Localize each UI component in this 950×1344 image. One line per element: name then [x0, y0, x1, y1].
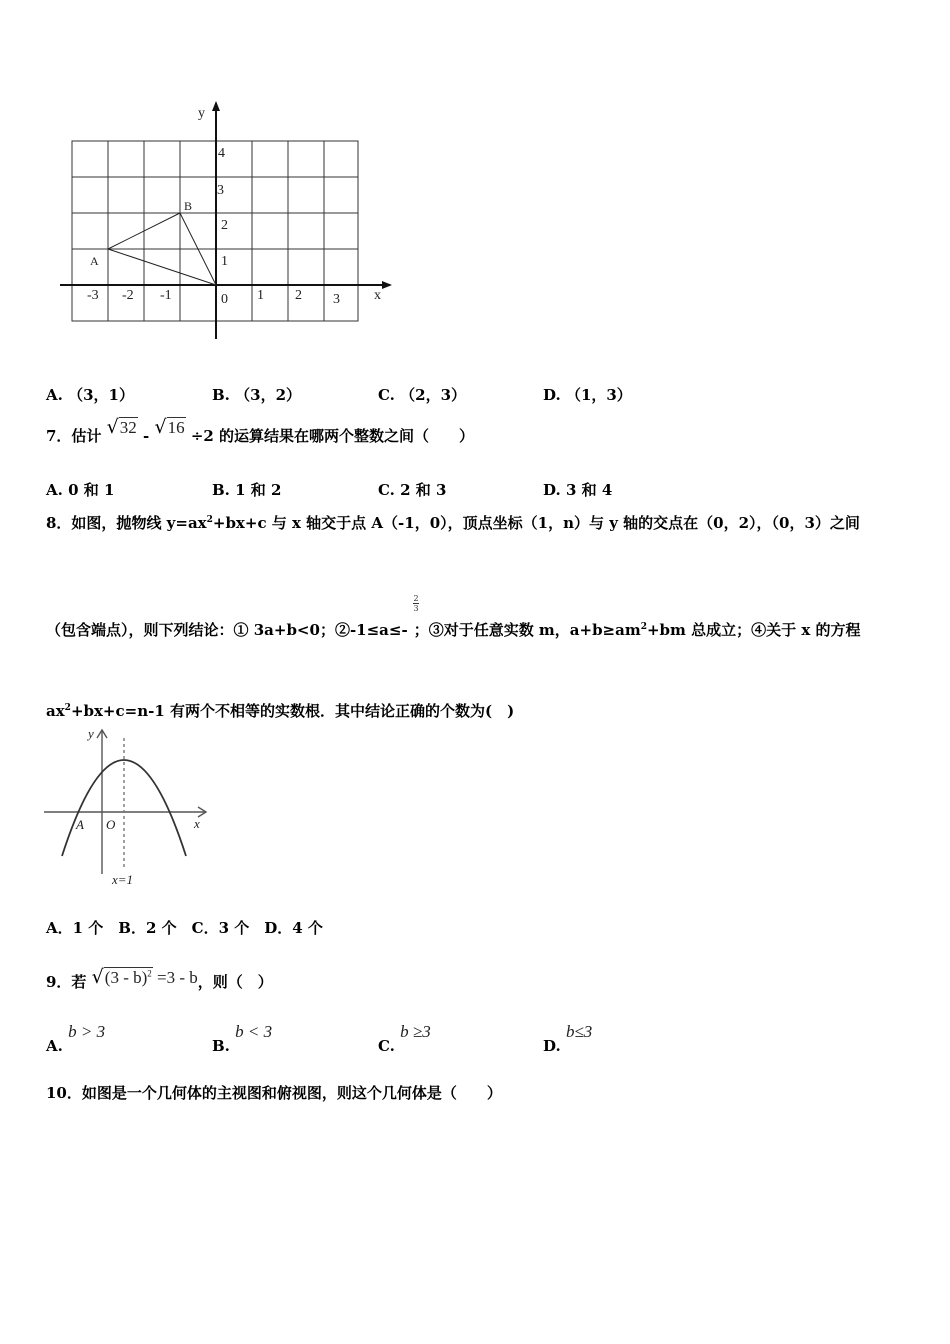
option-text: （1，3）	[565, 386, 632, 404]
q8-text: +bx+c=n-1 有两个不相等的实数根．其中结论正确的个数为( )	[70, 702, 515, 720]
x-tick-label: -1	[160, 288, 172, 303]
q7-option-d[interactable]	[543, 479, 612, 500]
superscript: 2	[64, 703, 71, 713]
q7-minus: -	[143, 427, 150, 445]
q8-stem-line1	[46, 512, 860, 533]
origin-label: O	[106, 817, 116, 832]
option-letter: D.	[543, 386, 561, 404]
y-tick-label: 1	[221, 254, 228, 269]
option-letter: B.	[212, 481, 230, 499]
q9-stem	[46, 966, 273, 992]
x-tick-label: -3	[87, 288, 99, 303]
axis-of-symmetry-label: x=1	[112, 872, 134, 887]
option-letter: C.	[378, 386, 395, 404]
y-tick-label: 3	[217, 183, 224, 198]
option-expression: b ≥3	[400, 1022, 431, 1041]
x-tick-label: 3	[333, 292, 340, 307]
q8-text: （包含端点），则下列结论：① 3a+b<0；②-1≤a≤-	[46, 621, 408, 639]
x-tick-label: 0	[221, 292, 228, 307]
q7-option-a[interactable]	[46, 479, 114, 500]
q8-options[interactable]: A．1 个 B．2 个 C．3 个 D．4 个	[46, 919, 323, 937]
sqrt-16: √16	[154, 416, 185, 438]
x-axis-label: x	[374, 288, 381, 303]
superscript: 2	[147, 968, 152, 979]
option-letter: A.	[46, 481, 63, 499]
option-text: （3，2）	[235, 386, 302, 404]
option-letter: A.	[46, 1037, 63, 1055]
sqrt-32: √32	[106, 416, 137, 438]
x-axis-label: x	[194, 816, 200, 831]
option-text: 0 和 1	[68, 481, 115, 499]
q9-option-d[interactable]	[543, 1022, 593, 1055]
option-text: 2 和 3	[400, 481, 447, 499]
x-tick-label: -2	[122, 288, 134, 303]
q8-stem-line3	[46, 700, 514, 721]
x-tick-label: 1	[257, 288, 264, 303]
option-text: （2，3）	[400, 386, 467, 404]
q8-stem-line2	[46, 619, 861, 640]
y-axis-label: y	[198, 106, 205, 121]
q6-option-c[interactable]	[378, 384, 466, 405]
point-b-label: B	[184, 199, 193, 213]
option-text: 1 和 2	[235, 481, 282, 499]
q9-option-c[interactable]	[378, 1022, 431, 1055]
superscript: 2	[206, 515, 213, 525]
q10-stem: 10．如图是一个几何体的主视图和俯视图，则这个几何体是（ ）	[46, 1084, 502, 1102]
q7-option-b[interactable]	[212, 479, 281, 500]
q9-suffix: ，则（ ）	[197, 973, 273, 991]
x-axis-arrow	[382, 281, 392, 289]
option-letter: A.	[46, 386, 63, 404]
option-expression: b < 3	[235, 1022, 273, 1041]
q7-option-c[interactable]	[378, 479, 446, 500]
x-tick-label: 2	[295, 288, 302, 303]
fraction-numerator: 2	[413, 594, 419, 603]
q7-suffix: ÷2 的运算结果在哪两个整数之间（ ）	[190, 427, 475, 445]
y-axis-label: y	[88, 726, 94, 741]
superscript: 2	[640, 622, 647, 632]
option-letter: B.	[212, 1037, 230, 1055]
fraction-denominator: 3	[413, 604, 419, 613]
q6-option-a[interactable]	[46, 384, 134, 405]
q8-text: +bm 总成立；④关于 x 的方程	[646, 621, 861, 639]
option-text: 3 和 4	[565, 481, 613, 499]
fraction-two-thirds	[413, 594, 419, 613]
parabola-figure	[40, 724, 215, 890]
q9-prefix: 9．若	[46, 973, 87, 991]
q8-text: +bx+c 与 x 轴交于点 A（-1，0），顶点坐标（1，n）与 y 轴的交点在（0，2），（0，3）之间	[212, 514, 860, 532]
q8-text: ；③对于任意实数 m，a+b≥am	[413, 621, 641, 639]
coordinate-grid-figure	[50, 95, 410, 345]
y-axis-arrow	[212, 101, 220, 111]
q8-text: 8．如图，抛物线 y=ax	[46, 514, 207, 532]
option-letter: D.	[543, 1037, 561, 1055]
option-text: （3，1）	[68, 386, 134, 404]
q8-text: ax	[46, 702, 65, 720]
point-a-label: A	[90, 254, 99, 268]
option-expression: b≤3	[565, 1022, 593, 1041]
q7-prefix: 7．估计	[46, 427, 102, 445]
sqrt-expression: √(3 - b)$^2$	[91, 966, 152, 988]
q6-option-d[interactable]	[543, 384, 632, 405]
option-expression: b > 3	[68, 1022, 106, 1041]
q9-option-b[interactable]	[212, 1022, 273, 1055]
point-a-label: A	[76, 817, 84, 832]
q9-option-a[interactable]	[46, 1022, 106, 1055]
option-letter: B.	[212, 386, 230, 404]
radicand: (3 - b)	[104, 968, 148, 987]
y-tick-label: 2	[221, 218, 228, 233]
option-letter: D.	[543, 481, 561, 499]
option-letter: C.	[378, 1037, 395, 1055]
y-tick-label: 4	[218, 146, 225, 161]
q7-stem	[46, 416, 475, 446]
option-letter: C.	[378, 481, 395, 499]
q6-option-b[interactable]	[212, 384, 301, 405]
equation-rhs: =3 - b	[152, 968, 198, 987]
